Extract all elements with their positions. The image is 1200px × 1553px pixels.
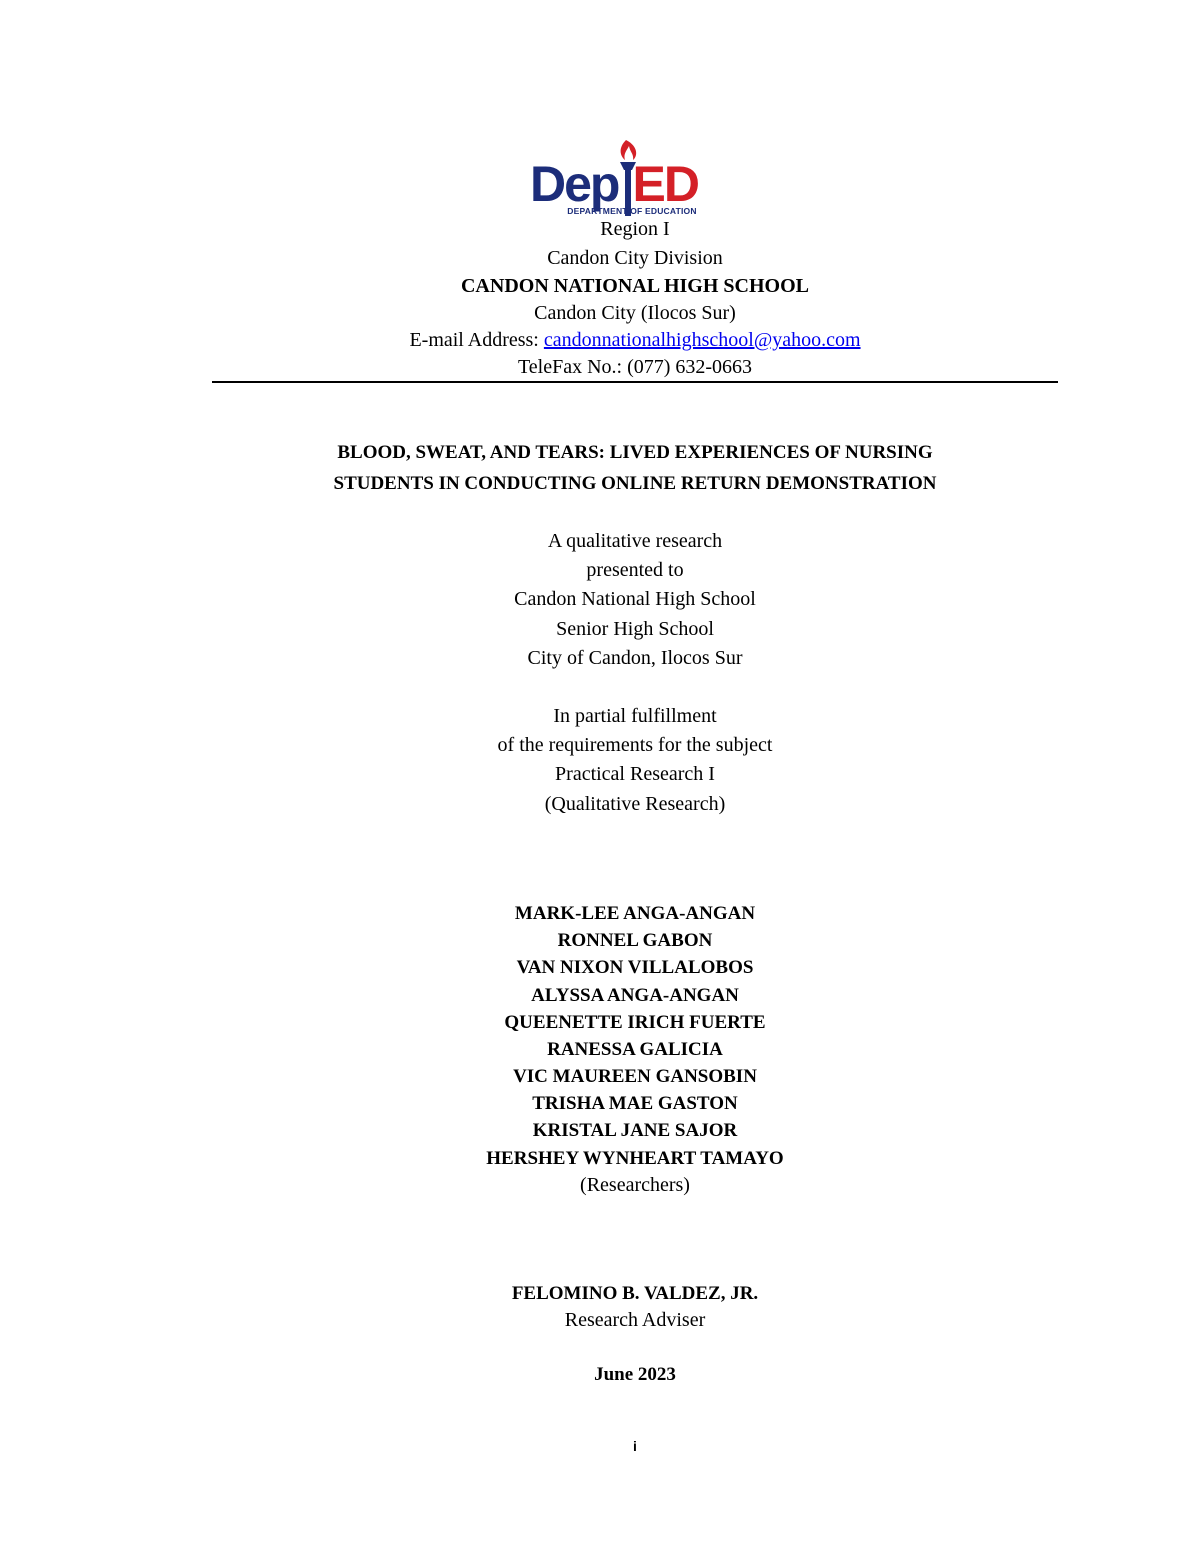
email-label: E-mail Address:: [409, 329, 544, 351]
logo-text-dep: Dep: [530, 156, 619, 212]
presentation-line: presented to: [586, 559, 684, 581]
adviser-role: Research Adviser: [564, 1309, 706, 1331]
deped-wordmark: [530, 158, 734, 210]
fulfillment-line: of the requirements for the subject: [497, 734, 773, 756]
researcher-name: VAN NIXON VILLALOBOS: [516, 957, 754, 978]
researcher-name: MARK-LEE ANGA-ANGAN: [514, 903, 756, 924]
researcher-name: KRISTAL JANE SAJOR: [532, 1120, 738, 1141]
logo-subtitle: DEPARTMENT OF EDUCATION: [567, 206, 697, 216]
division: Candon City Division: [547, 247, 723, 269]
deped-logo: [530, 138, 734, 218]
submission-date: June 2023: [594, 1364, 676, 1385]
telefax: TeleFax No.: (077) 632-0663: [517, 356, 753, 378]
school-city: Candon City (Ilocos Sur): [534, 302, 736, 324]
region: Region I: [600, 218, 670, 240]
researcher-name: RANESSA GALICIA: [547, 1039, 723, 1060]
researcher-name: HERSHEY WYNHEART TAMAYO: [486, 1148, 784, 1169]
fulfillment-line: In partial fulfillment: [553, 705, 717, 727]
logo-text-ed: ED: [632, 156, 698, 212]
fulfillment-line: Practical Research I: [555, 763, 715, 785]
presentation-line: City of Candon, Ilocos Sur: [527, 647, 743, 669]
fulfillment-line: (Qualitative Research): [544, 793, 726, 815]
researcher-name: QUEENETTE IRICH FUERTE: [504, 1012, 766, 1033]
email-line: [0, 327, 1200, 354]
research-title-line2: STUDENTS IN CONDUCTING ONLINE RETURN DEMONSTRATION: [333, 473, 937, 494]
researcher-name: VIC MAUREEN GANSOBIN: [513, 1066, 757, 1087]
researchers-label: (Researchers): [580, 1174, 690, 1196]
research-title-line1: BLOOD, SWEAT, AND TEARS: LIVED EXPERIENCES OF NURSING: [337, 442, 933, 463]
adviser-name: FELOMINO B. VALDEZ, JR.: [511, 1283, 759, 1304]
researcher-name: ALYSSA ANGA-ANGAN: [531, 985, 739, 1006]
researcher-name: TRISHA MAE GASTON: [532, 1093, 738, 1114]
header-divider: [212, 381, 1058, 383]
researcher-name: RONNEL GABON: [557, 930, 713, 951]
email-link[interactable]: candonnationalhighschool@yahoo.com: [543, 329, 861, 351]
presentation-line: Candon National High School: [514, 588, 756, 610]
school-name: CANDON NATIONAL HIGH SCHOOL: [460, 275, 809, 297]
presentation-line: A qualitative research: [547, 530, 723, 552]
page-number: i: [633, 1438, 637, 1454]
presentation-line: Senior High School: [556, 618, 714, 640]
